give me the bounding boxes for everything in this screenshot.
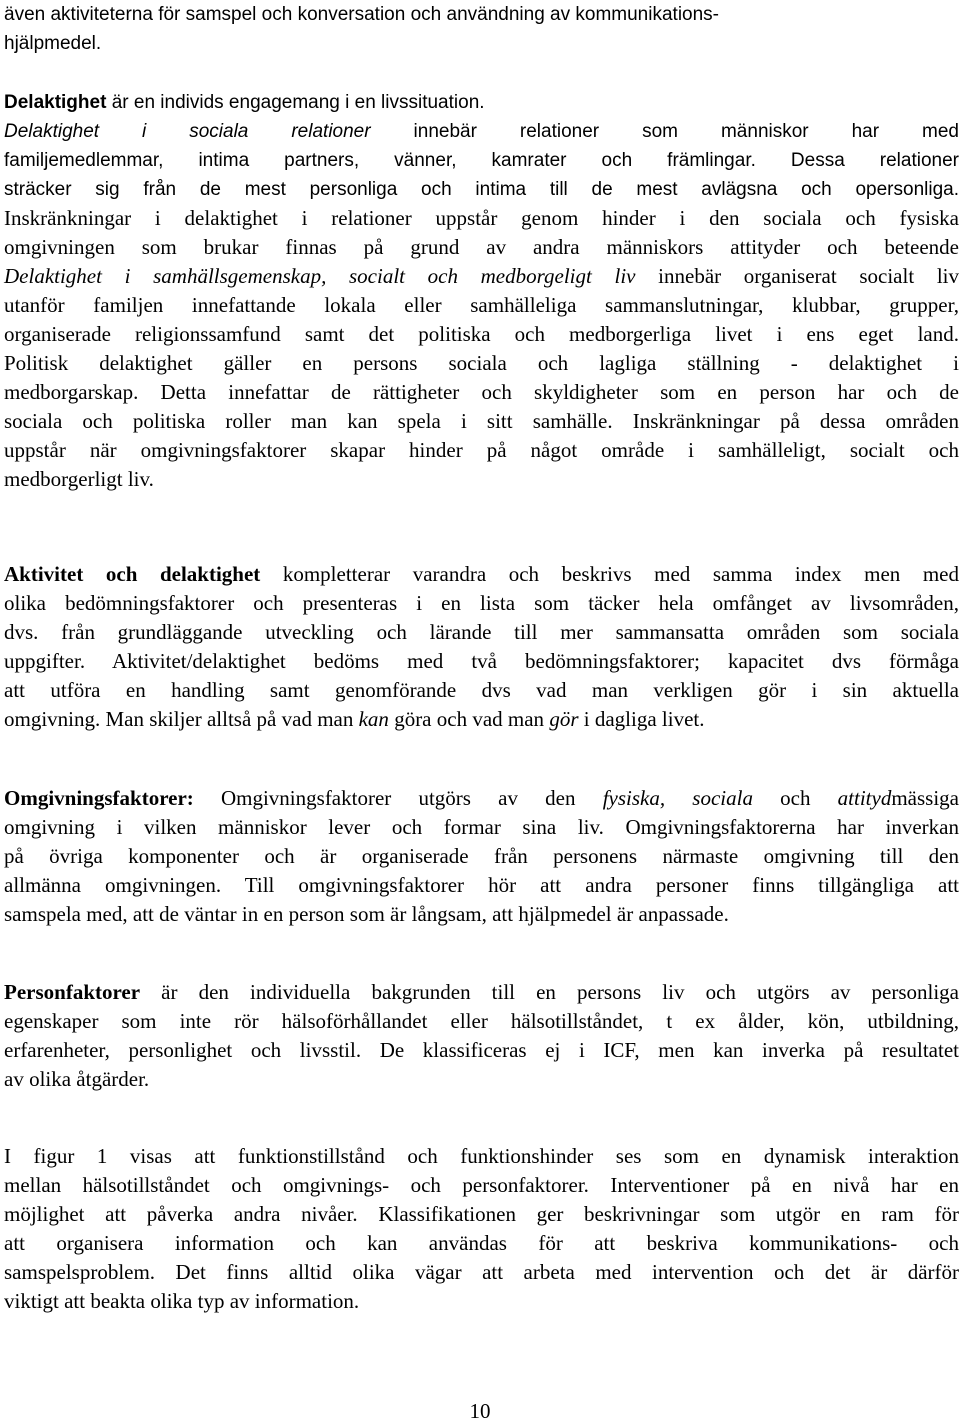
text-run: omgivning i vilken människor lever och formar sina liv. Omgivningsfaktorerna har inverkan [4,815,959,839]
text-run: olika bedömningsfaktorer och presenteras i en lista som täcker hela omfånget av livsområden, [4,591,959,615]
text-run: uppstår när omgivningsfaktorer skapar hinder på något område i samhälleligt, socialt och [4,438,959,462]
text-line [4,1065,959,1094]
text-line [4,175,959,204]
text-line [4,1200,959,1229]
text-run: uppgifter. Aktivitet/delaktighet bedöms med två bedömningsfaktorer; kapacitet dvs förmåga [4,649,959,673]
text-line [4,204,959,233]
text-line [4,1171,959,1200]
text-run: Omgivningsfaktorer utgörs av den [193,786,603,810]
text-run: egenskaper som inte rör hälsoförhållandet eller hälsotillståndet, t ex ålder, kön, utbildning, [4,1009,959,1033]
text-run: hjälpmedel. [4,33,102,54]
text-line [4,1142,959,1171]
text-run: medborgerligt liv. [4,467,154,491]
text-line [4,1007,959,1036]
text-line [4,465,959,494]
italic-term: Delaktighet i sociala relationer [4,121,371,142]
text-run: omgivning. Man skiljer alltså på vad man [4,707,359,731]
italic-term: gör [549,707,579,731]
text-run: samspelsproblem. Det finns alltid olika vägar att arbeta med intervention och det är därför [4,1260,959,1284]
text-run: omgivningen som brukar finnas på grund av andra människors attityder och beteende [4,235,959,259]
text-run: sträcker sig från de mest personliga och intima till de mest avlägsna och opersonliga. [4,179,959,200]
text-line [4,146,959,175]
text-run: dvs. från grundläggande utveckling och lärande till mer sammansatta områden som sociala [4,620,959,644]
text-line [4,117,959,146]
text-line [4,705,959,734]
text-line [4,29,959,58]
text-line [4,320,959,349]
text-run: sociala och politiska roller man kan spela i sitt samhälle. Inskränkningar på dessa områden [4,409,959,433]
text-line [4,349,959,378]
text-line [4,784,959,813]
text-run: medborgarskap. Detta innefattar de rättigheter och skyldigheter som en person har och de [4,380,959,404]
text-run: allmänna omgivningen. Till omgivningsfaktorer hör att andra personer finns tillgängliga att [4,873,959,897]
text-run: möjlighet att påverka andra nivåer. Klassifikationen ger beskrivningar som utgör en ram för [4,1202,959,1226]
text-line [4,88,959,117]
text-line [4,589,959,618]
text-line [4,378,959,407]
text-run: är en individs engagemang i en livssituation. [106,92,485,113]
text-run: innebär organiserat socialt liv [635,264,959,288]
text-line [4,1229,959,1258]
text-run: av olika åtgärder. [4,1067,150,1091]
text-run: och [752,786,838,810]
text-line [4,618,959,647]
text-run: I figur 1 visas att funktionstillstånd och funktionshinder ses som en dynamisk interaktion [4,1144,959,1168]
text-line [4,0,959,29]
text-run: att utföra en handling samt genomförande dvs vad man verkligen gör i sin aktuella [4,678,959,702]
text-line [4,676,959,705]
bold-term: Aktivitet och delaktighet [4,562,261,586]
italic-term: fysiska, sociala [602,786,753,810]
text-run: även aktiviteterna för samspel och konversation och användning av kommunikations- [4,4,719,25]
text-line [4,813,959,842]
text-line [4,407,959,436]
text-run: kompletterar varandra och beskrivs med samma index men med [260,562,959,586]
text-run: familjemedlemmar, intima partners, vänner, kamrater och främlingar. Dessa relationer [4,150,959,171]
text-run: viktigt att beakta olika typ av information. [4,1289,360,1313]
text-run: i dagliga livet. [578,707,705,731]
text-line [4,1258,959,1287]
text-line [4,560,959,589]
text-line [4,842,959,871]
bold-term: Omgivningsfaktorer: [4,786,194,810]
text-line [4,1287,959,1316]
text-run: att organisera information och kan användas för att beskriva kommunikations- och [4,1231,959,1255]
text-run: mässiga [891,786,959,810]
text-run: mellan hälsotillståndet och omgivnings- och personfaktorer. Interventioner på en nivå har en [4,1173,959,1197]
text-line [4,262,959,291]
italic-term: Delaktighet i samhällsgemenskap, socialt och medborgeligt liv [4,264,636,288]
text-run: innebär relationer som människor har med [370,121,960,142]
bold-term: Personfaktorer [4,980,141,1004]
text-line [4,871,959,900]
text-run: utanför familjen innefattande lokala eller samhälleliga sammanslutningar, klubbar, grupper, [4,293,959,317]
text-line [4,900,959,929]
text-run: göra och vad man [388,707,550,731]
page-number: 10 [469,1399,491,1423]
italic-term: kan [358,707,389,731]
text-line [4,233,959,262]
bold-term: Delaktighet [4,92,107,113]
text-run: organiserade religionssamfund samt det politiska och medborgerliga livet i ens eget land. [4,322,959,346]
text-run: på övriga komponenter och är organiserade från personens närmaste omgivning till den [4,844,959,868]
text-run: Inskränkningar i delaktighet i relationer uppstår genom hinder i den sociala och fysiska [4,206,959,230]
text-line [4,436,959,465]
text-line [4,647,959,676]
italic-term: attityd [837,786,892,810]
text-line [4,291,959,320]
text-line [4,978,959,1007]
text-run: erfarenheter, personlighet och livsstil. De klassificeras ej i ICF, men kan inverka på resultatet [4,1038,959,1062]
text-run: Politisk delaktighet gäller en persons sociala och lagliga ställning - delaktighet i [4,351,959,375]
text-run: är den individuella bakgrunden till en persons liv och utgörs av personliga [140,980,959,1004]
text-run: samspela med, att de väntar in en person som är långsam, att hjälpmedel är anpassade. [4,902,729,926]
text-line [4,1036,959,1065]
